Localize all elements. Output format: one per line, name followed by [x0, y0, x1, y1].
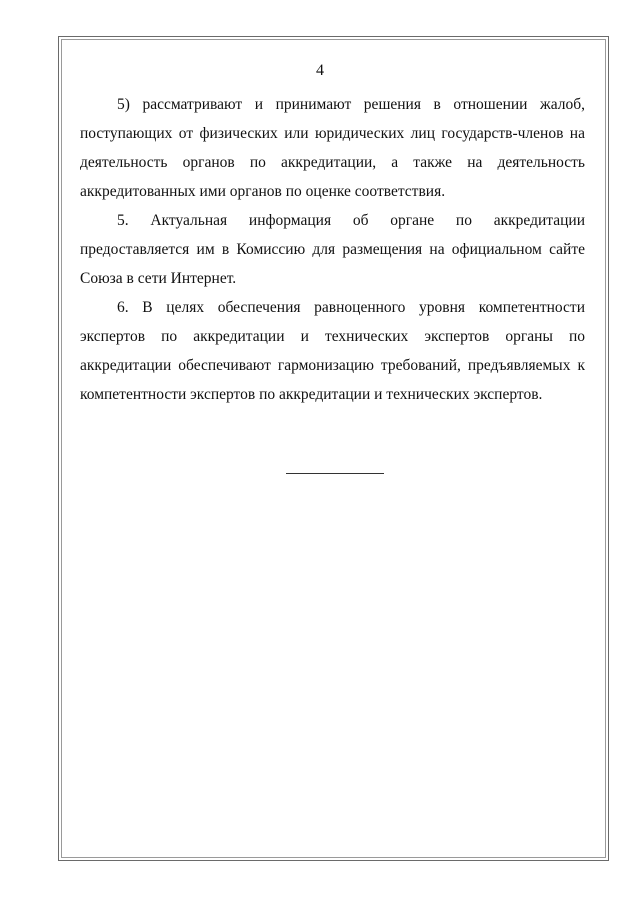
document-body — [80, 90, 585, 409]
paragraph-information: 5. Актуальная информация об органе по аккредитации предоставляется им в Комиссию для размещения на официальном сайте Союза в сети Интернет. — [80, 212, 585, 287]
paragraph-expert-competence: 6. В целях обеспечения равноценного уровня компетентности экспертов по аккредитации и технических экспертов органы по аккредитации обеспечивают гармонизацию требований, предъявляемых к компетентности экспертов по аккредитации и технических экспертов. — [80, 299, 585, 403]
end-divider — [286, 473, 384, 474]
page-number: 4 — [316, 62, 324, 79]
paragraph-complaints: 5) рассматривают и принимают решения в отношении жалоб, поступающих от физических или юридических лиц государств-членов на деятельность органов по аккредитации, а также на деятельность аккредитованных ими органов по оценке соответствия. — [80, 96, 585, 200]
